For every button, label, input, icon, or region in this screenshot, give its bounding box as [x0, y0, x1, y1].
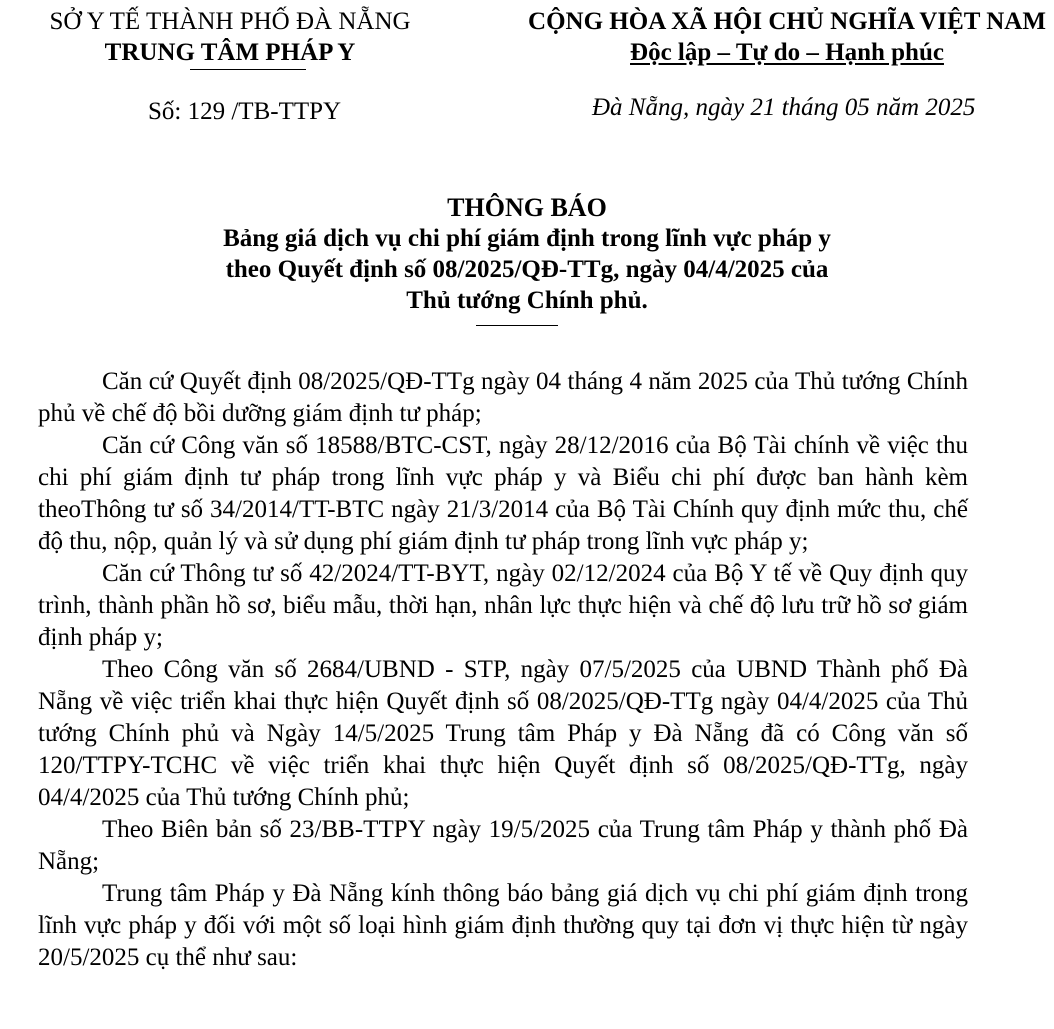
national-motto: Độc lập – Tự do – Hạnh phúc	[630, 39, 944, 66]
body-paragraph: Căn cứ Công văn số 18588/BTC-CST, ngày 28/12/2016 của Bộ Tài chính về việc thu chi phí giám định tư pháp trong lĩnh vực pháp y và Biểu chi phí được ban hành kèm theoThông tư số 34/2014/TT-BTC ngày 21/3/2014 của Bộ Tài Chính quy định mức thu, chế độ thu, nộp, quản lý và sử dụng phí giám định tư pháp trong lĩnh vực pháp y;	[38, 432, 968, 555]
place-and-date: Đà Nẵng, ngày 21 tháng 05 năm 2025	[592, 94, 976, 121]
body-paragraph: Theo Biên bản số 23/BB-TTPY ngày 19/5/2025 của Trung tâm Pháp y thành phố Đà Nẵng;	[38, 816, 968, 875]
notice-subject-line: Bảng giá dịch vụ chi phí giám định trong lĩnh vực pháp y	[223, 225, 831, 252]
notice-subject-line: theo Quyết định số 08/2025/QĐ-TTg, ngày 04/4/2025 của	[225, 256, 829, 283]
body-paragraph: Trung tâm Pháp y Đà Nẵng kính thông báo bảng giá dịch vụ chi phí giám định trong lĩnh vực pháp y đối với một số loại hình giám định thường quy tại đơn vị thực hiện từ ngày 20/5/2025 cụ thể như sau:	[38, 880, 968, 971]
notice-subject-line: Thủ tướng Chính phủ.	[406, 287, 648, 314]
agency-name: TRUNG TÂM PHÁP Y	[104, 39, 356, 66]
document-number: Số: 129 /TB-TTPY	[148, 98, 342, 125]
body-paragraph: Căn cứ Thông tư số 42/2024/TT-BYT, ngày 02/12/2024 của Bộ Y tế về Quy định quy trình, thành phần hồ sơ, biểu mẫu, thời hạn, nhân lực thực hiện và chế độ lưu trữ hồ sơ giám định pháp y;	[38, 560, 968, 651]
issuing-agency	[20, 6, 440, 68]
country-name: CỘNG HÒA XÃ HỘI CHỦ NGHĨA VIỆT NAM	[528, 8, 1046, 35]
agency-underline	[190, 69, 306, 70]
parent-agency-name: SỞ Y TẾ THÀNH PHỐ ĐÀ NẴNG	[49, 8, 411, 35]
body-paragraph: Căn cứ Quyết định 08/2025/QĐ-TTg ngày 04 tháng 4 năm 2025 của Thủ tướng Chính phủ về chế độ bồi dưỡng giám định tư pháp;	[38, 368, 968, 427]
body-paragraph: Theo Công văn số 2684/UBND - STP, ngày 07/5/2025 của UBND Thành phố Đà Nẵng về việc triển khai thực hiện Quyết định số 08/2025/QĐ-TTg ngày 04/4/2025 của Thủ tướng Chính phủ và Ngày 14/5/2025 Trung tâm Pháp y Đà Nẵng đã có Công văn số 120/TTPY-TCHC về việc triển khai thực hiện Quyết định số 08/2025/QĐ-TTg, ngày 04/4/2025 của Thủ tướng Chính phủ;	[38, 656, 968, 811]
subject-underline	[476, 325, 558, 326]
national-header	[520, 6, 1054, 68]
document-body	[38, 366, 968, 974]
notice-type: THÔNG BÁO	[447, 193, 607, 222]
notice-heading	[0, 192, 1054, 316]
